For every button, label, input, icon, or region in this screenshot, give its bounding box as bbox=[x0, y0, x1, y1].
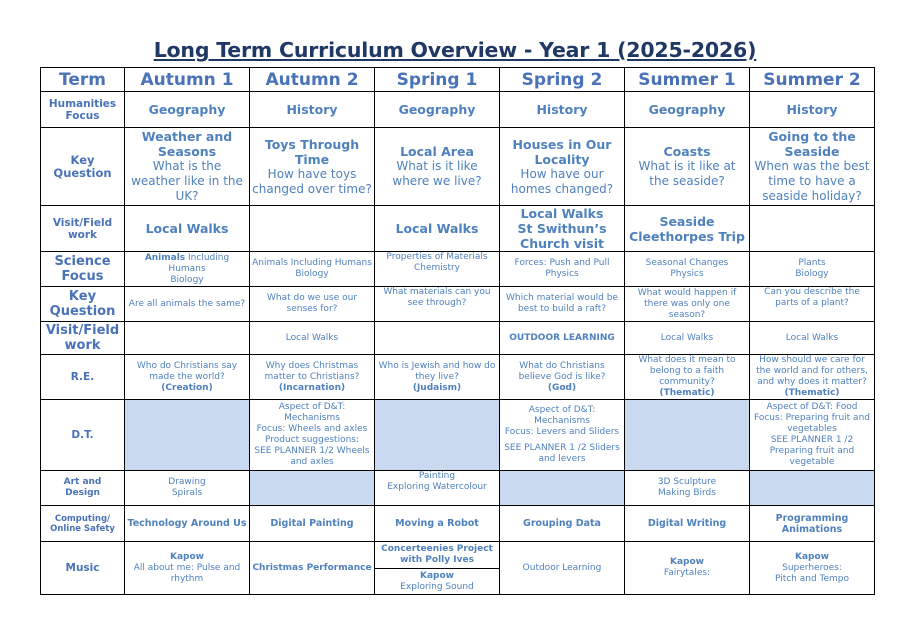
music-title: Kapow bbox=[795, 551, 829, 562]
computing-cell: Digital Painting bbox=[250, 506, 375, 542]
key-question-cell bbox=[750, 128, 875, 206]
music-cell: Outdoor Learning bbox=[500, 542, 625, 595]
visit-field-line: Cleethorpes Trip bbox=[629, 228, 745, 244]
dt-line: Mechanisms bbox=[534, 416, 590, 426]
re-question: What does it mean to belong to a faith community? bbox=[638, 355, 736, 387]
music-desc: All about me: Pulse and rhythm bbox=[133, 562, 241, 584]
science-key-question-cell: What would happen if there was only one season? bbox=[625, 287, 750, 322]
dt-cell bbox=[500, 400, 625, 471]
art-cell bbox=[125, 471, 250, 506]
art-label-1: Art and bbox=[63, 477, 102, 487]
science-key-question-row bbox=[41, 287, 875, 322]
science-line: Forces: Push and Pull bbox=[514, 258, 610, 268]
re-cell bbox=[250, 355, 375, 400]
music-row bbox=[41, 542, 875, 595]
re-cell bbox=[125, 355, 250, 400]
re-cell bbox=[750, 355, 875, 400]
re-question: What do Christians believe God is like? bbox=[518, 360, 606, 382]
visit-field-2-label bbox=[41, 322, 125, 355]
art-line: Painting bbox=[418, 471, 456, 481]
re-unit: (Thematic) bbox=[659, 388, 715, 398]
re-question: Who is Jewish and how do they live? bbox=[378, 360, 496, 382]
music-label: Music bbox=[41, 542, 125, 595]
art-row bbox=[41, 471, 875, 506]
music-desc: Exploring Sound bbox=[400, 581, 474, 592]
art-cell bbox=[375, 471, 500, 506]
science-key-question-cell: Are all animals the same? bbox=[125, 287, 250, 322]
science-cell bbox=[250, 252, 375, 287]
music-title: Kapow bbox=[670, 557, 704, 567]
humanities-cell: Geography bbox=[625, 92, 750, 128]
dt-cell bbox=[250, 400, 375, 471]
re-question: Why does Christmas matter to Christians? bbox=[264, 360, 360, 382]
key-question-title: Coasts bbox=[663, 144, 711, 159]
key-question-title: Going to the Seaside bbox=[768, 129, 856, 159]
science-key-question-label-2: Question bbox=[49, 304, 116, 319]
science-line: Animals Including Humans bbox=[252, 258, 372, 268]
music-cell-split bbox=[375, 542, 500, 595]
science-key-question-cell: Can you describe the parts of a plant? bbox=[750, 287, 875, 322]
dt-line: Aspect of D&T: Food bbox=[766, 402, 858, 412]
art-label bbox=[41, 471, 125, 506]
key-question-text: When was the best time to have a seaside holiday? bbox=[754, 159, 870, 203]
visit-field-line: Local Walks bbox=[520, 206, 604, 221]
art-line: Drawing bbox=[168, 477, 206, 487]
dt-line: Focus: Levers and Sliders bbox=[504, 427, 620, 437]
art-line: Exploring Watercolour bbox=[387, 482, 487, 492]
humanities-cell: History bbox=[250, 92, 375, 128]
music-bottom-part bbox=[375, 569, 499, 594]
dt-cell bbox=[750, 400, 875, 471]
science-cell bbox=[125, 252, 250, 287]
art-cell bbox=[625, 471, 750, 506]
re-unit: (Thematic) bbox=[784, 388, 840, 398]
key-question-cell bbox=[125, 128, 250, 206]
term-summer-1: Summer 1 bbox=[625, 68, 750, 92]
science-label-1: Science bbox=[54, 254, 111, 269]
science-cell bbox=[750, 252, 875, 287]
music-project: Concerteenies Project with Polly Ives bbox=[381, 544, 493, 565]
science-line: Biology bbox=[795, 269, 829, 279]
visit-field-cell-empty bbox=[750, 206, 875, 252]
re-unit: (God) bbox=[547, 382, 577, 393]
science-line: Biology bbox=[170, 274, 204, 285]
re-row bbox=[41, 355, 875, 400]
key-question-label bbox=[41, 128, 125, 206]
computing-cell: Technology Around Us bbox=[125, 506, 250, 542]
page-title: Long Term Curriculum Overview - Year 1 (2025-2026) bbox=[153, 38, 757, 62]
visit-field-label-2: work bbox=[67, 228, 98, 241]
key-question-text: How have our homes changed? bbox=[510, 166, 614, 196]
science-key-question-cell: What do we use our senses for? bbox=[250, 287, 375, 322]
dt-line: Preparing fruit and vegetable bbox=[769, 446, 855, 467]
science-line: Physics bbox=[545, 269, 579, 279]
art-line: 3D Sculpture bbox=[657, 477, 717, 487]
dt-line: SEE PLANNER 1 /2 Sliders and levers bbox=[504, 443, 620, 464]
dt-line: Focus: Preparing fruit and vegetables bbox=[753, 413, 870, 434]
term-autumn-2: Autumn 2 bbox=[250, 68, 375, 92]
dt-line: Aspect of D&T: bbox=[278, 402, 346, 412]
visit-field-2-cell-empty bbox=[125, 322, 250, 355]
art-cell-shaded bbox=[500, 471, 625, 506]
re-question: How should we care for the world and for others, and why does it matter? bbox=[756, 355, 868, 387]
visit-field-2-row bbox=[41, 322, 875, 355]
visit-field-2-cell: OUTDOOR LEARNING bbox=[500, 322, 625, 355]
dt-line: Product suggestions: bbox=[264, 435, 360, 445]
dt-line: SEE PLANNER 1/2 Wheels and axles bbox=[254, 446, 370, 467]
term-summer-2: Summer 2 bbox=[750, 68, 875, 92]
key-question-title: Toys Through Time bbox=[264, 136, 360, 167]
re-unit: (Creation) bbox=[161, 382, 213, 393]
music-title: Kapow bbox=[170, 551, 204, 562]
key-question-text: What is it like where we live? bbox=[392, 159, 482, 188]
visit-field-2-label-2: work bbox=[64, 338, 101, 353]
dt-label: D.T. bbox=[41, 400, 125, 471]
dt-line: Mechanisms bbox=[284, 413, 340, 423]
humanities-cell: Geography bbox=[375, 92, 500, 128]
key-question-label-1: Key bbox=[70, 152, 95, 167]
re-unit: (Incarnation) bbox=[278, 382, 346, 393]
visit-field-line: Church visit bbox=[520, 236, 604, 251]
music-cell bbox=[625, 542, 750, 595]
computing-cell: Grouping Data bbox=[500, 506, 625, 542]
art-line: Spirals bbox=[171, 488, 203, 498]
re-cell bbox=[375, 355, 500, 400]
term-spring-2: Spring 2 bbox=[500, 68, 625, 92]
computing-label bbox=[41, 506, 125, 542]
music-desc: Pitch and Tempo bbox=[774, 573, 850, 584]
science-label bbox=[41, 252, 125, 287]
visit-field-cell bbox=[500, 206, 625, 252]
art-cell-shaded bbox=[750, 471, 875, 506]
science-key-question-label-1: Key bbox=[68, 289, 97, 304]
key-question-label-2: Question bbox=[53, 165, 112, 180]
music-top-part bbox=[375, 542, 499, 569]
visit-field-2-cell: Local Walks bbox=[625, 322, 750, 355]
key-question-text: What is the weather like in the UK? bbox=[131, 159, 243, 203]
dt-line: SEE PLANNER 1 /2 bbox=[770, 435, 854, 445]
key-question-row bbox=[41, 128, 875, 206]
visit-field-cell: Local Walks bbox=[375, 206, 500, 252]
humanities-label-1: Humanities bbox=[48, 97, 117, 110]
visit-field-cell bbox=[625, 206, 750, 252]
science-cell bbox=[625, 252, 750, 287]
art-line: Making Birds bbox=[658, 488, 716, 498]
humanities-label bbox=[41, 92, 125, 128]
curriculum-table bbox=[40, 67, 875, 595]
header-row bbox=[41, 68, 875, 92]
humanities-cell: History bbox=[750, 92, 875, 128]
re-unit: (Judaism) bbox=[412, 382, 462, 393]
key-question-cell bbox=[625, 128, 750, 206]
music-cell bbox=[125, 542, 250, 595]
visit-field-2-label-1: Visit/Field bbox=[45, 323, 120, 338]
music-desc: Fairytales: bbox=[663, 568, 711, 578]
dt-row bbox=[41, 400, 875, 471]
science-key-question-cell: What materials can you see through? bbox=[375, 287, 500, 322]
term-autumn-1: Autumn 1 bbox=[125, 68, 250, 92]
science-line: Seasonal Changes bbox=[645, 258, 729, 268]
key-question-cell bbox=[500, 128, 625, 206]
visit-field-line: Seaside bbox=[659, 213, 715, 229]
re-question: Who do Christians say made the world? bbox=[136, 360, 238, 382]
humanities-cell: History bbox=[500, 92, 625, 128]
dt-line: Aspect of D&T: bbox=[528, 405, 596, 415]
re-cell bbox=[500, 355, 625, 400]
dt-cell-shaded bbox=[375, 400, 500, 471]
computing-label-2: Online Safety bbox=[50, 523, 115, 534]
dt-cell-shaded bbox=[625, 400, 750, 471]
science-line: Physics bbox=[670, 269, 704, 279]
computing-cell: Programming Animations bbox=[750, 506, 875, 542]
humanities-label-2: Focus bbox=[65, 109, 100, 122]
science-cell bbox=[500, 252, 625, 287]
science-row bbox=[41, 252, 875, 287]
humanities-row bbox=[41, 92, 875, 128]
visit-field-cell: Local Walks bbox=[125, 206, 250, 252]
music-cell: Christmas Performance bbox=[250, 542, 375, 595]
science-line: Humans bbox=[168, 263, 206, 274]
visit-field-row bbox=[41, 206, 875, 252]
science-line: Biology bbox=[295, 269, 329, 279]
visit-field-label bbox=[41, 206, 125, 252]
dt-line: Focus: Wheels and axles bbox=[256, 424, 368, 434]
key-question-cell bbox=[250, 128, 375, 206]
music-cell bbox=[750, 542, 875, 595]
science-key-question-label bbox=[41, 287, 125, 322]
computing-cell: Moving a Robot bbox=[375, 506, 500, 542]
science-line: Plants bbox=[798, 258, 826, 268]
key-question-text: How have toys changed over time? bbox=[252, 166, 372, 196]
visit-field-2-cell-empty bbox=[375, 322, 500, 355]
science-rest: Including bbox=[185, 252, 230, 263]
science-label-2: Focus bbox=[61, 269, 104, 284]
computing-cell: Digital Writing bbox=[625, 506, 750, 542]
science-key-question-cell: Which material would be best to build a raft? bbox=[500, 287, 625, 322]
music-desc: Superheroes: bbox=[782, 562, 842, 573]
visit-field-2-cell: Local Walks bbox=[750, 322, 875, 355]
key-question-text: What is it like at the seaside? bbox=[638, 159, 736, 188]
art-label-2: Design bbox=[65, 488, 100, 498]
art-cell-shaded bbox=[250, 471, 375, 506]
science-line: Properties of Materials bbox=[386, 252, 488, 262]
computing-row bbox=[41, 506, 875, 542]
key-question-title: Houses in Our Locality bbox=[512, 136, 612, 167]
visit-field-cell-empty bbox=[250, 206, 375, 252]
science-bold: Animals bbox=[144, 252, 186, 263]
visit-field-2-cell: Local Walks bbox=[250, 322, 375, 355]
humanities-cell: Geography bbox=[125, 92, 250, 128]
science-cell bbox=[375, 252, 500, 287]
term-spring-1: Spring 1 bbox=[375, 68, 500, 92]
dt-cell-shaded bbox=[125, 400, 250, 471]
science-line: Chemistry bbox=[413, 263, 461, 273]
visit-field-line: St Swithun’s bbox=[517, 221, 607, 236]
music-title: Kapow bbox=[420, 570, 454, 581]
key-question-title: Weather and Seasons bbox=[141, 129, 233, 159]
term-header: Term bbox=[41, 68, 125, 92]
key-question-cell bbox=[375, 128, 500, 206]
visit-field-label-1: Visit/Field bbox=[52, 216, 113, 229]
re-label: R.E. bbox=[41, 355, 125, 400]
re-cell bbox=[625, 355, 750, 400]
computing-label-1: Computing/ bbox=[54, 513, 111, 524]
key-question-title: Local Area bbox=[400, 144, 474, 159]
